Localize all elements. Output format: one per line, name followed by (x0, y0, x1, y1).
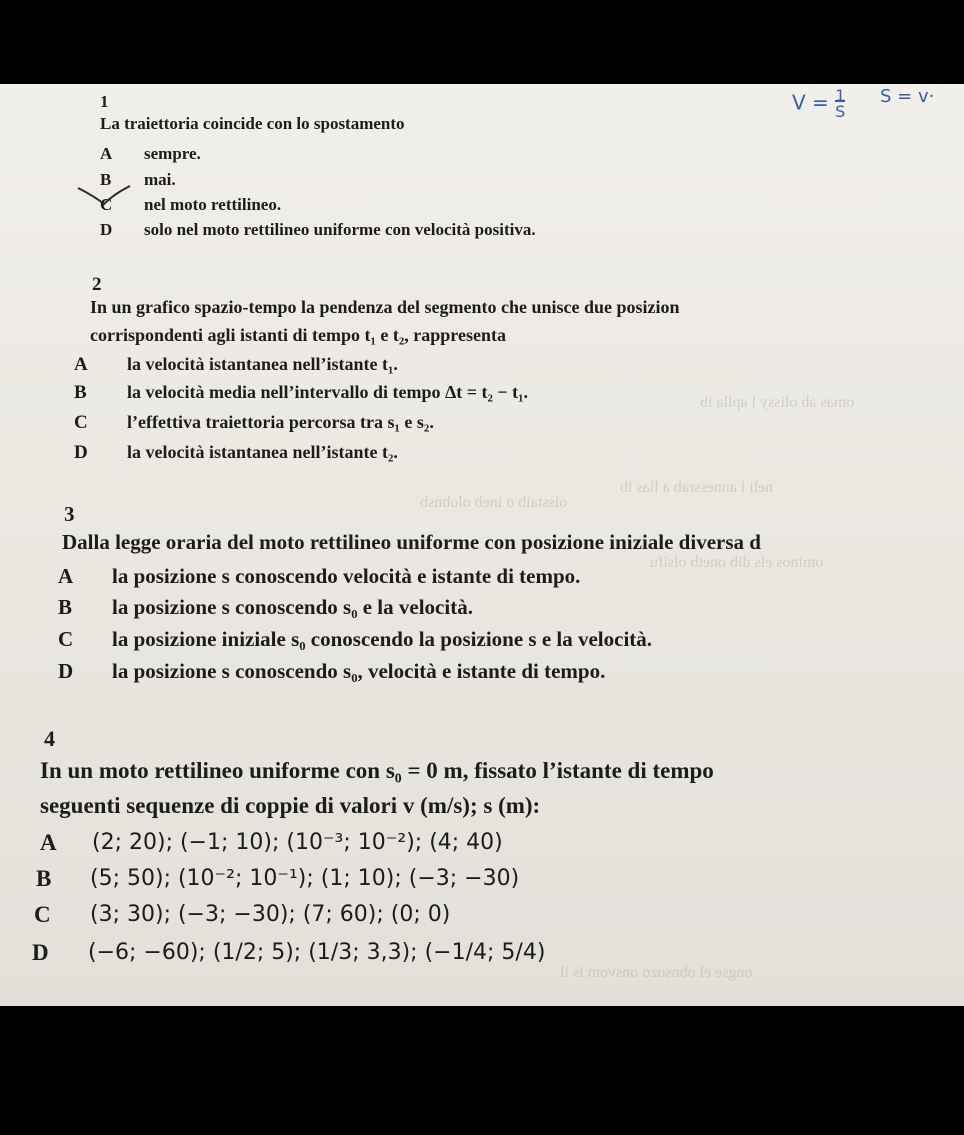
question-2-line-1: In un grafico spazio-tempo la pendenza del segmento che unisce due posizion (90, 297, 680, 317)
q4-option-c-letter: C (34, 902, 51, 927)
q1-option-a-text: sempre. (144, 144, 201, 163)
q3-option-d-letter: D (58, 659, 74, 683)
question-4-line-2: seguenti sequenze di coppie di valori v (m/s); s (m): (40, 793, 541, 818)
q1-option-c-letter: C (100, 195, 113, 214)
question-4-number: 4 (44, 726, 55, 751)
bleed-through-text: oisstaib o ineb olobnsb (420, 494, 568, 511)
q1-option-b-letter: B (100, 170, 112, 189)
question-4-line-1: In un moto rettilineo uniforme con s₀ = 0 m, fissato l’istante di tempo (40, 758, 714, 783)
pen-check-mark-icon (74, 182, 134, 216)
question-3-text: Dalla legge oraria del moto rettilineo uniforme con posizione iniziale diversa d (62, 530, 761, 554)
q3-option-b-text: la posizione s conoscendo s₀ e la velocità. (112, 595, 473, 619)
q4-option-c-text: (3; 30); (−3; −30); (7; 60); (0; 0) (90, 902, 451, 927)
q1-option-d-text: solo nel moto rettilineo uniforme con velocità positiva. (144, 220, 536, 239)
bleed-through-text: ominos els dib onetb olsifu (650, 554, 824, 571)
bleed-through-text: omas ab olissy l aplla ib (700, 394, 855, 411)
q1-option-c-text: nel moto rettilineo. (144, 195, 282, 214)
bleed-through-text: ongse el obnsozo onsvom is il (560, 964, 753, 981)
q1-option-b-text: mai. (144, 170, 176, 189)
bleed-through-text: neli l annessrab a llas lb (620, 479, 774, 496)
q1-option-d-letter: D (100, 220, 113, 239)
q2-option-d-text: la velocità istantanea nell’istante t₂. (127, 442, 398, 462)
q4-option-d-letter: D (32, 940, 49, 965)
q3-option-c-text: la posizione iniziale s₀ conoscendo la posizione s e la velocità. (112, 627, 653, 651)
q2-option-a-text: la velocità istantanea nell’istante t₁. (127, 354, 398, 374)
q3-option-a-letter: A (58, 564, 74, 588)
q3-option-b-letter: B (58, 595, 73, 619)
q2-option-a-letter: A (74, 354, 88, 375)
question-2-number: 2 (92, 274, 102, 295)
q4-option-a-letter: A (40, 830, 57, 855)
q4-option-a-text: (2; 20); (−1; 10); (10⁻³; 10⁻²); (4; 40) (92, 830, 503, 855)
handwritten-extra: S = v· (880, 86, 935, 107)
q2-option-c-text: l’effettiva traiettoria percorsa tra s₁ e s₂. (127, 412, 434, 432)
textbook-page-photo (0, 84, 964, 1006)
question-1-text: La traiettoria coincide con lo spostamento (100, 114, 405, 133)
q3-option-a-text: la posizione s conoscendo velocità e istante di tempo. (112, 564, 581, 588)
q2-option-c-letter: C (74, 412, 88, 433)
q3-option-d-text: la posizione s conoscendo s₀, velocità e istante di tempo. (112, 659, 606, 683)
q4-option-d-text: (−6; −60); (1/2; 5); (1/3; 3,3); (−1/4; 5/4) (88, 940, 546, 965)
q2-option-b-text: la velocità media nell’intervallo di tempo Δt = t₂ − t₁. (127, 382, 529, 402)
question-1-number: 1 (100, 92, 109, 111)
q3-option-c-letter: C (58, 627, 74, 651)
q2-option-d-letter: D (74, 442, 88, 463)
handwritten-formula: V = 1 S (792, 86, 846, 121)
q2-option-b-letter: B (74, 382, 87, 403)
q1-option-a-letter: A (100, 144, 113, 163)
question-2-line-2: corrispondenti agli istanti di tempo t₁ e t₂, rappresenta (90, 325, 506, 345)
q4-option-b-text: (5; 50); (10⁻²; 10⁻¹); (1; 10); (−3; −30) (90, 866, 520, 891)
q4-option-b-letter: B (36, 866, 52, 891)
question-3-number: 3 (64, 502, 75, 526)
